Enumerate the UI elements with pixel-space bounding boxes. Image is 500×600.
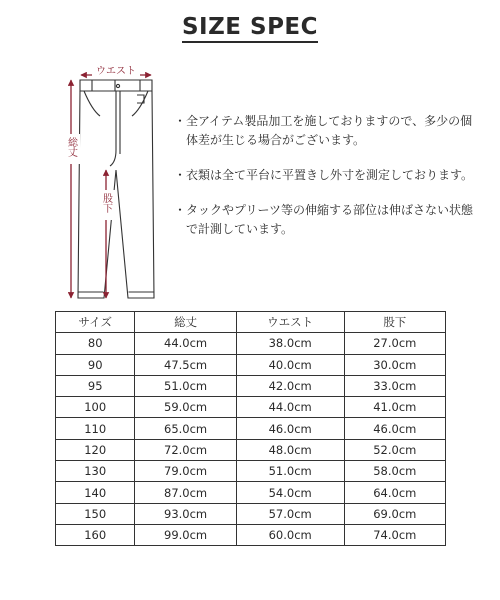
inseam-cell: 58.0cm: [344, 461, 445, 482]
inseam-cell: 64.0cm: [344, 482, 445, 503]
header-length: 総丈: [135, 312, 236, 333]
table-row: [56, 397, 446, 418]
inseam-cell: 27.0cm: [344, 333, 445, 354]
inseam-cell: 74.0cm: [344, 524, 445, 545]
note-item: ・ 全アイテム製品加工を施しておりますので、多少の個体差が生じる場合がございます。: [174, 114, 473, 147]
note-item: ・ タックやプリーツ等の伸縮する部位は伸ばさない状態で計測しています。: [174, 203, 474, 236]
length-cell: 87.0cm: [135, 482, 236, 503]
length-cell: 99.0cm: [135, 524, 236, 545]
table-row: [56, 375, 446, 396]
header-inseam: 股下: [344, 312, 445, 333]
size-cell: 110: [56, 418, 135, 439]
length-cell: 93.0cm: [135, 503, 236, 524]
table-row: [56, 333, 446, 354]
waist-cell: 54.0cm: [236, 482, 344, 503]
page-title: SIZE SPEC: [0, 14, 500, 40]
inseam-label: 股下: [100, 193, 112, 213]
waist-cell: 42.0cm: [236, 375, 344, 396]
size-cell: 95: [56, 375, 135, 396]
length-cell: 59.0cm: [135, 397, 236, 418]
waist-cell: 38.0cm: [236, 333, 344, 354]
waist-cell: 44.0cm: [236, 397, 344, 418]
length-cell: 79.0cm: [135, 461, 236, 482]
size-cell: 100: [56, 397, 135, 418]
waist-cell: 48.0cm: [236, 439, 344, 460]
length-cell: 72.0cm: [135, 439, 236, 460]
waist-cell: 40.0cm: [236, 354, 344, 375]
table-row: [56, 439, 446, 460]
table-row: [56, 461, 446, 482]
waist-cell: 51.0cm: [236, 461, 344, 482]
size-cell: 130: [56, 461, 135, 482]
waist-label: ウエスト: [96, 66, 136, 77]
note-item: ・ 衣類は全て平台に平置きし外寸を測定しております。: [174, 168, 474, 182]
size-cell: 120: [56, 439, 135, 460]
pants-outline: [78, 80, 154, 298]
length-cell: 65.0cm: [135, 418, 236, 439]
inseam-cell: 41.0cm: [344, 397, 445, 418]
size-cell: 90: [56, 354, 135, 375]
size-cell: 160: [56, 524, 135, 545]
inseam-cell: 33.0cm: [344, 375, 445, 396]
table-row: [56, 354, 446, 375]
header-waist: ウエスト: [236, 312, 344, 333]
size-cell: 150: [56, 503, 135, 524]
inseam-cell: 52.0cm: [344, 439, 445, 460]
header-size: サイズ: [56, 312, 135, 333]
length-cell: 47.5cm: [135, 354, 236, 375]
inseam-cell: 69.0cm: [344, 503, 445, 524]
length-cell: 51.0cm: [135, 375, 236, 396]
length-label: 総丈: [65, 137, 77, 157]
inseam-cell: 46.0cm: [344, 418, 445, 439]
size-spec-table: [55, 311, 446, 546]
table-row: [56, 503, 446, 524]
pants-diagram: [40, 58, 180, 310]
table-row: [56, 482, 446, 503]
inseam-cell: 30.0cm: [344, 354, 445, 375]
table-row: [56, 524, 446, 545]
table-row: [56, 418, 446, 439]
notes-list: [174, 112, 474, 255]
table-header-row: [56, 312, 446, 333]
waist-cell: 60.0cm: [236, 524, 344, 545]
size-cell: 80: [56, 333, 135, 354]
size-cell: 140: [56, 482, 135, 503]
waist-cell: 46.0cm: [236, 418, 344, 439]
length-cell: 44.0cm: [135, 333, 236, 354]
waist-cell: 57.0cm: [236, 503, 344, 524]
